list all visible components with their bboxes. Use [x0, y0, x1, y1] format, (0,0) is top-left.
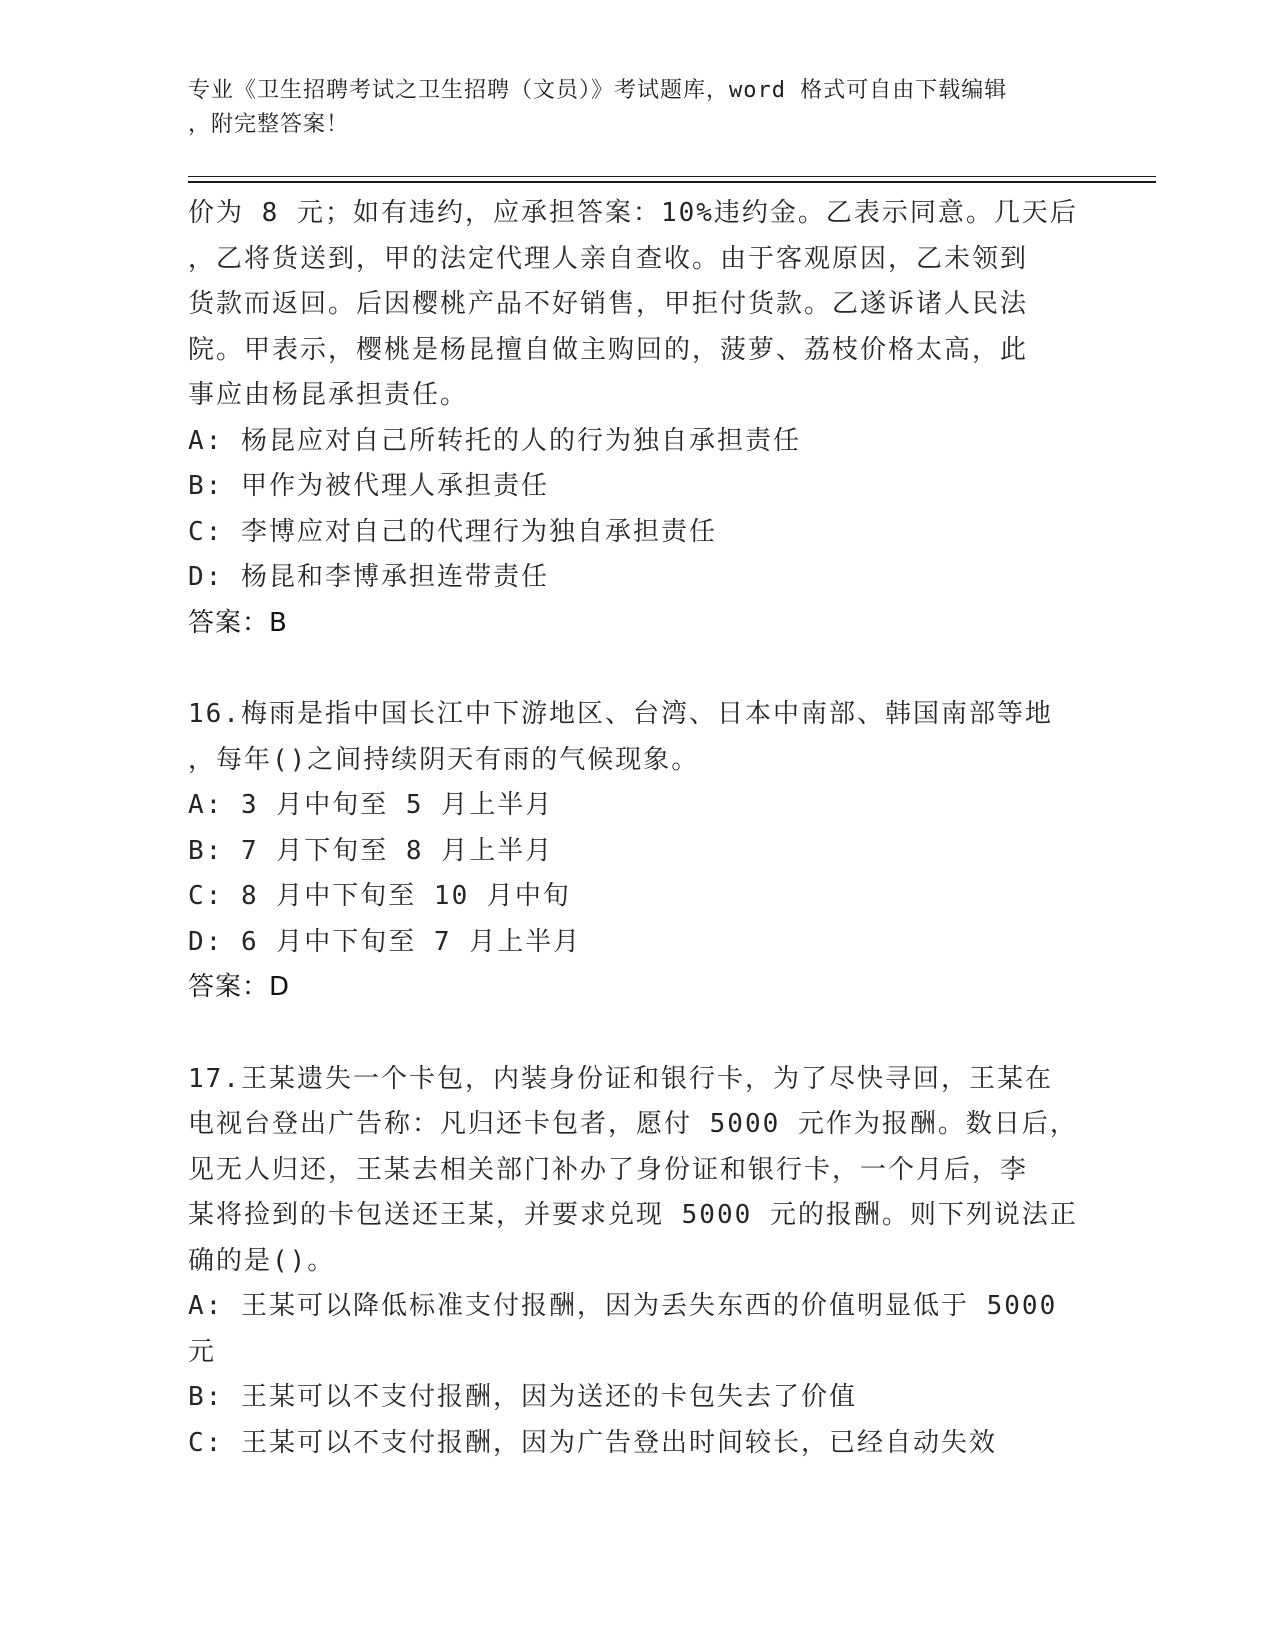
- question-content: [188, 191, 1088, 1466]
- option-c: C: 王某可以不支付报酬，因为广告登出时间较长，已经自动失效: [188, 1427, 997, 1458]
- header-line-2: ，附完整答案！: [188, 112, 350, 137]
- option-c: C: 8 月中下旬至 10 月中旬: [188, 881, 571, 911]
- answer-line: 答案：B: [188, 607, 288, 638]
- option-b: B: 7 月下旬至 8 月上半月: [188, 835, 554, 866]
- question-17: [188, 1057, 1088, 1467]
- question-stem-line: 见无人归还，王某去相关部门补办了身份证和银行卡，一个月后，李: [188, 1154, 1029, 1185]
- answer-line: 答案：D: [188, 972, 291, 1002]
- option-b: B: 甲作为被代理人承担责任: [188, 471, 549, 501]
- document-header: [188, 74, 1068, 142]
- option-a: A: 杨昆应对自己所转托的人的行为独自承担责任: [188, 425, 801, 456]
- question-stem-line: 货款而返回。后因樱桃产品不好销售，甲拒付货款。乙遂诉诸人民法: [188, 289, 1029, 319]
- option-d: D: 杨昆和李博承担连带责任: [188, 562, 549, 592]
- header-line-1: 专业《卫生招聘考试之卫生招聘（文员）》考试题库，word 格式可自由下载编辑: [188, 78, 1008, 103]
- question-16: [188, 692, 1088, 1011]
- question-stem-line: ，乙将货送到，甲的法定代理人亲自查收。由于客观原因，乙未领到: [188, 243, 1029, 274]
- question-15: [188, 191, 1088, 646]
- question-stem-line: 价为 8 元；如有违约，应承担答案：10%违约金。乙表示同意。几天后: [188, 198, 1078, 228]
- header-divider-thin: [188, 176, 1156, 177]
- option-a-continued: 元: [188, 1336, 217, 1367]
- header-divider-thick: [188, 181, 1156, 183]
- option-c: C: 李博应对自己的代理行为独自承担责任: [188, 516, 717, 547]
- question-stem-line: ，每年()之间持续阴天有雨的气候现象。: [188, 744, 700, 775]
- question-spacer: [188, 1011, 1088, 1057]
- question-stem-line: 事应由杨昆承担责任。: [188, 380, 469, 410]
- question-stem-line: 17.王某遗失一个卡包，内装身份证和银行卡，为了尽快寻回，王某在: [188, 1063, 1053, 1094]
- question-stem-line: 某将捡到的卡包送还王某，并要求兑现 5000 元的报酬。则下列说法正: [188, 1200, 1078, 1230]
- option-d: D: 6 月中下旬至 7 月上半月: [188, 926, 582, 957]
- question-stem-line: 确的是()。: [188, 1245, 336, 1276]
- option-a: A: 3 月中旬至 5 月上半月: [188, 790, 554, 820]
- option-b: B: 王某可以不支付报酬，因为送还的卡包失去了价值: [188, 1382, 857, 1412]
- question-stem-line: 16.梅雨是指中国长江中下游地区、台湾、日本中南部、韩国南部等地: [188, 699, 1053, 729]
- question-stem-line: 院。甲表示，樱桃是杨昆擅自做主购回的，菠萝、荔枝价格太高，此: [188, 334, 1029, 365]
- question-stem-line: 电视台登出广告称：凡归还卡包者，愿付 5000 元作为报酬。数日后，: [188, 1109, 1078, 1139]
- option-a: A: 王某可以降低标准支付报酬，因为丢失东西的价值明显低于 5000: [188, 1291, 1058, 1321]
- question-spacer: [188, 646, 1088, 692]
